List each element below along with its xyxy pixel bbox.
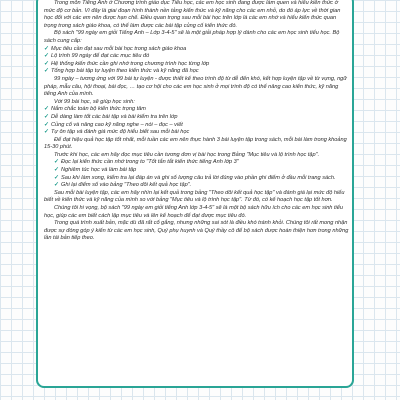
step-text: Nghiêm túc học và làm bài tập (61, 167, 137, 174)
intro-text (44, 0, 350, 243)
check-mark-icon: ✓ (44, 129, 50, 136)
check-mark-icon: ✓ (54, 174, 60, 181)
feature-text: Mục tiêu cần đạt sau mỗi bài học trong sách giáo khoa (51, 45, 187, 52)
paragraph-practice: 99 ngày – tương ứng với 99 bài tự luyện - được thiết kế theo trình độ từ dễ đến khó, kết hợp luyện tập về từ vựng, ngữ pháp, mẫu câu, hội thoại, bài đọc, … tạo cơ hội cho các em học sinh ở mọi trình độ có thể nâng cao kiến thức, kỹ năng tiếng Anh của mình. (44, 75, 347, 98)
paragraph-steps-intro: Trước khi học, các em hãy đọc mục tiêu cần tương đơn vị bài học trong Bảng "Mục tiêu và lộ trình học tập". (54, 151, 320, 158)
list-item (44, 122, 350, 130)
paragraph-book: Bộ sách "99 ngày em giỏi Tiếng Anh – Lớp 3-4-5" sẽ là một giải pháp hợp lý dành cho các em học sinh tiểu học. Bộ sách cung cấp: (44, 30, 340, 44)
check-mark-icon: ✓ (44, 121, 50, 128)
list-item (44, 53, 350, 61)
paragraph-intro: Trong môn Tiếng Anh ở Chương trình giáo dục Tiểu học, các em học sinh đang được làm quen và hiểu kiến thức ở mức độ cơ bản. Vì đây là giai đoạn hình thành nền tảng kiến thức và kỹ năng cho các em nhỏ, do đó áp lực về thời gian học đối với các em nên được hạn chế. Điều quan trọng sau mỗi bài học trên lớp là các em nhớ và hiểu kiến thức quan trọng trong sách giáo khoa, có thể làm được các bài tập củng cố kiến thức đó. (44, 0, 341, 29)
check-mark-icon: ✓ (44, 45, 50, 52)
feature-text: Lộ trình 99 ngày để đạt các mục tiêu đó (51, 53, 150, 60)
check-mark-icon: ✓ (44, 60, 50, 67)
feature-text: Tổng hợp bài tập tự luyện theo kiến thức và kỹ năng đã học (51, 68, 199, 75)
paragraph-hope: Chúng tôi hi vọng, bộ sách "99 ngày em giỏi tiếng Anh lớp 3-4-5" sẽ là một bộ sách hữu ích cho các em học sinh tiểu học, giúp các em biết cách lập mục tiêu và lên kế hoạch để đạt được mục tiêu đó. (44, 205, 343, 219)
list-item (44, 114, 350, 122)
list-item (44, 106, 350, 114)
paragraph-time: Để đạt hiệu quả học tập tốt nhất, mỗi tuần các em nên thực hành 3 bài luyện tập trong sách, mỗi bài làm trong khoảng 15-30 phút. (44, 136, 347, 151)
benefit-text: Củng cố và nâng cao kỹ năng nghe – nói – đọc – viết (51, 121, 183, 128)
step-text: Đọc lại kiến thức cần nhớ trong to "Tốt tắn tắt kiến thức tiếng Anh lớp 3" (61, 159, 239, 166)
list-item (44, 68, 350, 76)
feature-text: Hệ thống kiến thức cần ghi nhớ trong chương trình học từng lớp (51, 60, 210, 67)
check-mark-icon: ✓ (54, 159, 60, 166)
check-mark-icon: ✓ (44, 53, 50, 60)
benefit-text: Dễ dàng làm tốt các bài tập và bài kiểm tra trên lớp (51, 113, 178, 120)
check-mark-icon: ✓ (44, 113, 50, 120)
check-mark-icon: ✓ (44, 106, 50, 113)
step-text: Sau khi làm xong, kiểm tra lại đáp án và ghi số lượng câu trả lời đúng vào phần ghi điểm ở đầu mỗi trang sách. (61, 174, 336, 181)
check-mark-icon: ✓ (44, 68, 50, 75)
list-item (44, 167, 350, 175)
paragraph-review: Sau mỗi bài luyện tập, các em hãy nhìn lại kết quả trong bảng "Theo dõi kết quả học tập" và đánh giá lại mức độ hiểu biết về kiến thức và kỹ năng của mình so với bảng "Mục tiêu và lộ trình học tập". Từ đó, có kế hoạch học tập tốt hơn. (44, 189, 345, 204)
paragraph-benefits-intro: Với 99 bài học, sẽ giúp học sinh: (54, 98, 135, 105)
check-mark-icon: ✓ (54, 182, 60, 189)
paragraph-feedback: Trong quá trình xuất bản, mặc dù đã rất cố gắng, nhưng những sai sót là điều khó tránh khỏi. Chúng tôi rất mong nhận được sự đóng góp ý kiến từ các em học sinh, Quý phụ huynh và Quý thầy cô để bộ sách được hoàn thiện hơn trong những lần tái bản tiếp theo. (44, 220, 349, 242)
benefit-text: Nắm chắc toàn bộ kiến thức trọng tâm (51, 106, 146, 113)
benefit-text: Tự ôn tập và đánh giá mức độ hiểu biết sau mỗi bài học (51, 129, 190, 136)
list-item (44, 159, 350, 167)
list-item (44, 182, 350, 190)
list-item (44, 129, 350, 137)
step-text: Ghi lại điểm số vào bảng "Theo dõi kết quả học tập". (61, 182, 192, 189)
check-mark-icon: ✓ (54, 167, 60, 174)
